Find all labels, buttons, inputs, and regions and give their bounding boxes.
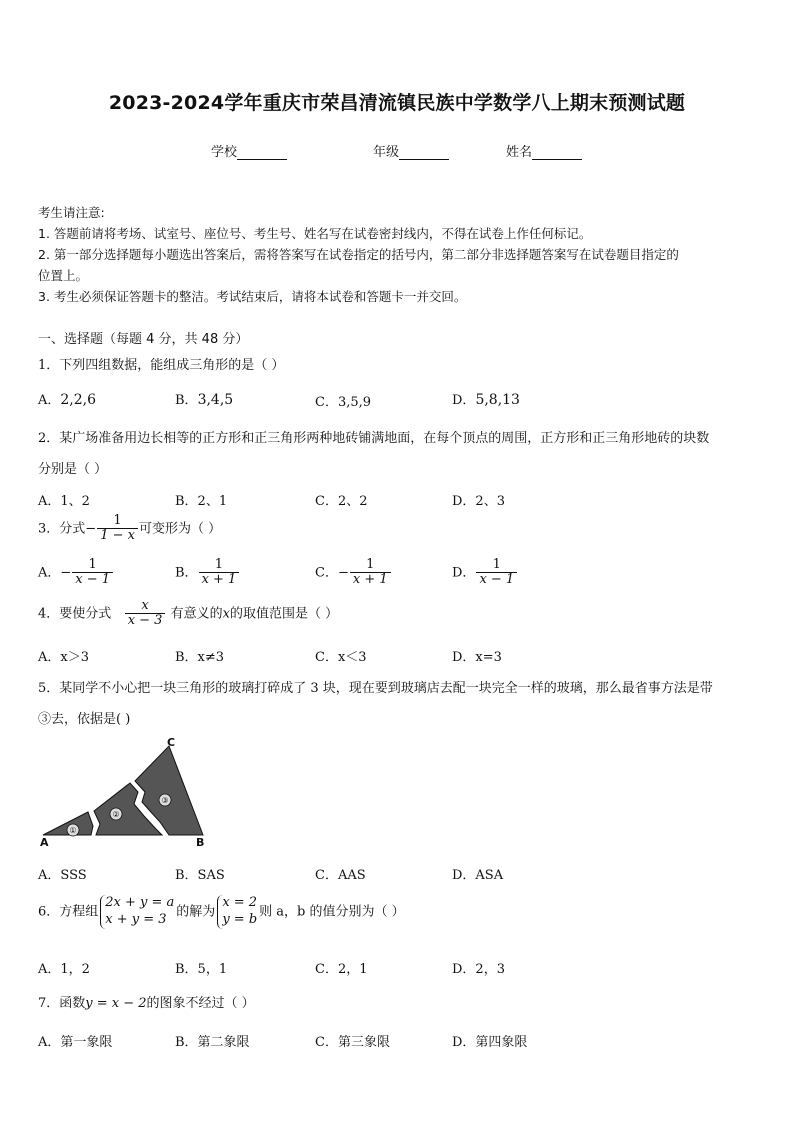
- q3-option-b[interactable]: B． $\frac{1}{x + 1}$: [175, 558, 240, 588]
- q6-option-c[interactable]: C．2，1: [315, 962, 368, 977]
- q1-stem: 1．下列四组数据，能组成三角形的是（ ）: [38, 358, 285, 373]
- name-field[interactable]: 姓名: [506, 141, 582, 160]
- q5-option-b[interactable]: B．SAS: [175, 868, 225, 883]
- q7-option-a[interactable]: A．第一象限: [38, 1035, 113, 1050]
- vertex-c: C: [167, 736, 176, 749]
- q4-option-c[interactable]: C．x＜3: [315, 650, 367, 665]
- q6-option-a[interactable]: A．1，2: [38, 962, 90, 977]
- q6-stem: 6．方程组 2x + y = a x + y = 3 的解为 x = 2 y = b 则 a，b 的值分别为（ ）: [38, 895, 405, 927]
- notice-heading: 考生请注意:: [38, 205, 105, 220]
- q5-option-d[interactable]: D．ASA: [452, 868, 504, 883]
- q2-stem-line1: 2．某广场准备用边长相等的正方形和正三角形两种地砖铺满地面，在每个顶点的周围，正方形和正三角形地砖的块数: [38, 431, 710, 446]
- q5-option-c[interactable]: C．AAS: [315, 868, 366, 883]
- q4-option-b[interactable]: B．x≠3: [175, 650, 225, 665]
- q2-option-d[interactable]: D．2、3: [452, 494, 505, 509]
- vertex-b: B: [196, 836, 205, 849]
- q1-option-d[interactable]: D．5,8,13: [452, 392, 520, 408]
- broken-triangle-figure: [38, 734, 213, 849]
- q1-option-b[interactable]: B．3,4,5: [175, 392, 234, 408]
- vertex-a: A: [40, 836, 49, 849]
- piece-3-label: ③: [161, 796, 169, 805]
- grade-field[interactable]: 年级: [373, 141, 449, 160]
- q6-option-d[interactable]: D．2，3: [452, 962, 505, 977]
- school-field[interactable]: 学校: [211, 141, 287, 160]
- q2-stem-line2: 分别是（ ）: [38, 462, 108, 477]
- section-heading: 一、选择题（每题 4 分，共 48 分）: [38, 332, 249, 347]
- notice-item-2: 2. 第一部分选择题每小题选出答案后，需将答案写在试卷指定的括号内，第二部分非选择题答案写在试卷题目指定的: [38, 247, 679, 262]
- q5-stem-line1: 5．某同学不小心把一块三角形的玻璃打碎成了 3 块，现在要到玻璃店去配一块完全一样的玻璃，那么最省事方法是带: [38, 681, 713, 696]
- q3-option-c[interactable]: C．− $\frac{1}{x + 1}$: [315, 558, 392, 588]
- q5-stem-line2: ③去，依据是( ): [38, 712, 131, 727]
- notice-item-3: 3. 考生必须保证答题卡的整洁。考试结束后，请将本试卷和答题卡一并交回。: [38, 289, 467, 304]
- q4-option-d[interactable]: D．x=3: [452, 650, 502, 665]
- q1-option-c[interactable]: C．3,5,9: [315, 395, 372, 410]
- q7-option-c[interactable]: C．第三象限: [315, 1035, 390, 1050]
- q3-option-a[interactable]: A．− $\frac{1}{x - 1}$: [38, 558, 114, 588]
- q4-stem: 4．要使分式 $\frac{x}{x - 3}$ 有意义的x的取值范围是（ ）: [38, 598, 339, 629]
- q2-option-b[interactable]: B．2、1: [175, 494, 228, 509]
- q2-option-c[interactable]: C．2、2: [315, 494, 368, 509]
- piece-1-label: ①: [69, 826, 77, 835]
- q7-option-b[interactable]: B．第二象限: [175, 1035, 250, 1050]
- q1-option-a[interactable]: A．2,2,6: [38, 392, 97, 408]
- q5-option-a[interactable]: A．SSS: [38, 868, 87, 883]
- q6-option-b[interactable]: B．5，1: [175, 962, 228, 977]
- notice-item-2-cont: 位置上。: [38, 268, 89, 283]
- q7-stem: 7．函数y = x − 2的图象不经过（ ）: [38, 996, 255, 1011]
- notice-item-1: 1. 答题前请将考场、试室号、座位号、考生号、姓名写在试卷密封线内，不得在试卷上作任何标记。: [38, 226, 592, 241]
- q7-option-d[interactable]: D．第四象限: [452, 1035, 528, 1050]
- q3-option-d[interactable]: D． $\frac{1}{x - 1}$: [452, 558, 518, 588]
- q3-stem: 3．分式− $\frac{1}{1 - x}$ 可变形为（ ）: [38, 513, 222, 544]
- q2-option-a[interactable]: A．1、2: [38, 494, 90, 509]
- q4-option-a[interactable]: A．x＞3: [38, 650, 89, 665]
- page-title: 2023-2024学年重庆市荣昌清流镇民族中学数学八上期末预测试题: [108, 92, 686, 114]
- piece-2-label: ②: [112, 810, 120, 819]
